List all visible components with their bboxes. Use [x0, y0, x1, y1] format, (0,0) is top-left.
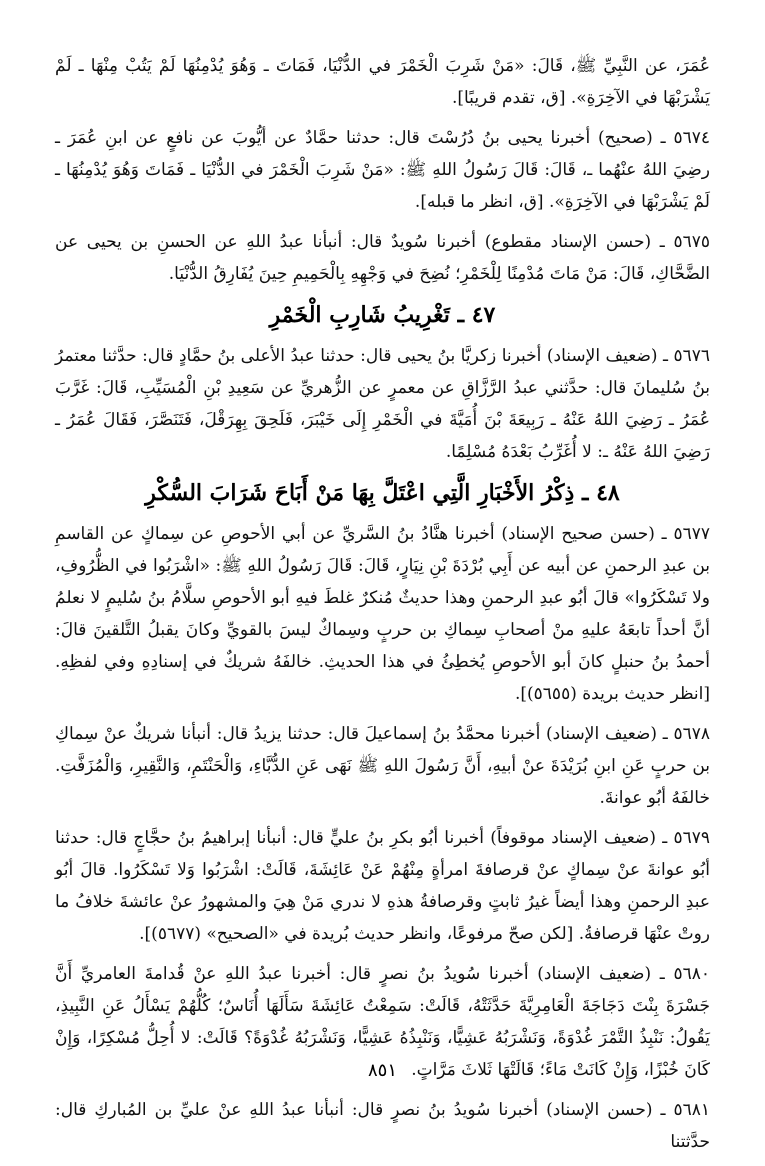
hadith-5674: ٥٦٧٤ ـ (صحيح) أخبرنا يحيى بنُ دُرُسْتَ قال: حدثنا حمَّادٌ عن أيُّوبَ عن نافعٍ عن ابنِ عُمَرَ ـ رضِيَ اللهُ عنْهُما ـ، قَالَ: قَالَ رَسُولُ اللهِ ﷺ: «مَنْ شَرِبَ الْخَمْرَ في الدُّنْيَا ـ فَمَاتَ وَهُوَ يُدْمِنُهَا ـ لَمْ يَشْرَبْهَا في الآخِرَةِ». [ق، انظر ما قبله]. [55, 128, 710, 212]
hadith-5681: ٥٦٨١ ـ (حسن الإسناد) أخبرنا سُويدُ بنُ نصرٍ قال: أنبأنا عبدُ اللهِ عنْ عليِّ بن المُباركِ قال: حدَّثتنا [55, 1100, 710, 1152]
hadith-5675: ٥٦٧٥ ـ (حسن الإسناد مقطوع) أخبرنا سُويدٌ قال: أنبأنا عبدُ اللهِ عن الحسنِ بن يحيى عن الضَّحَّاكِ، قَالَ: مَنْ مَاتَ مُدْمِنًا لِلْخَمْرِ؛ نُضِحَ في وَجْهِهِ بِالْحَمِيمِ حِينَ يُفَارِقُ الدُّنْيَا. [55, 232, 710, 284]
hadith-5679: ٥٦٧٩ ـ (ضعيف الإسناد موقوفاً) أخبرنا أبُو بكرِ بنُ عليٍّ قال: أنبأنا إبراهيمُ بنُ حجَّاجٍ قال: حدثنا أبُو عوانةَ عنْ سِماكٍ عنْ قرصافةَ امرأةٍ مِنْهُمْ عَنْ عَائِشَةَ، قَالَتْ: اشْرَبُوا وَلا تَسْكَرُوا. قالَ أبُو عبدِ الرحمنِ وهذا أيضاً غيرُ ثابتٍ وقرصافةُ هذهِ لا ندري مَنْ هِيَ والمشهورُ عنْ عائشةَ خلافُ ما روتْ عنْهَا قرصافةُ. [لكن صحّ مرفوعًا، وانظر حديث بُريدة في «الصحيح» (٥٦٧٧)]. [55, 828, 710, 944]
page-number: ٨٥١ [367, 1060, 397, 1081]
hadith-5677: ٥٦٧٧ ـ (حسن صحيح الإسناد) أخبرنا هنَّادُ بنُ السَّريِّ عن أبي الأحوصِ عن سِماكٍ عن القاسمِ بن عبدِ الرحمنِ عن أبيه عن أَبِي بُرْدَةَ بْنِ نِيَارٍ، قَالَ: قَالَ رَسُولُ اللهِ ﷺ: «اشْرَبُوا في الظُّرُوفِ، ولا تَسْكَرُوا» قالَ أبُو عبدِ الرحمنِ وهذا حديثٌ مُنكرٌ غلطَ فيهِ أبو الأحوصِ سلَّامُ بنُ سُليمٍ لا نعلمُ أنَّ أحداً تابعَهُ عليهِ منْ أصحابِ سِماكِ بن حربٍ وسِماكٌ ليسَ بالقويِّ وكانَ يقبلُ التَّلقينَ قالَ: أحمدُ بنُ حنبلٍ كانَ أبو الأحوصِ يُخطِئُ في هذا الحديثِ. خالفَهُ شريكٌ في إسنادِهِ وفي لفظِهِ. [انظر حديث بريدة (٥٦٥٥)]. [55, 524, 710, 704]
page-body [55, 50, 710, 1166]
hadith-5678: ٥٦٧٨ ـ (ضعيف الإسناد) أخبرنا محمَّدُ بنُ إسماعيلَ قال: حدثنا يزيدُ قال: أنبأنا شريكٌ عنْ سِماكِ بن حربٍ عَنِ ابنِ بُرَيْدَةَ عنْ أبيهِ، أَنَّ رَسُولَ اللهِ ﷺ نَهَى عَنِ الدُّبَّاءِ، وَالْحَنْتَمِ، وَالنَّقِيرِ، وَالْمُزَفَّتِ. خالفَهُ أبُو عوانةَ. [55, 724, 710, 808]
chapter-heading-47: ٤٧ ـ تَغْرِيبُ شَارِبِ الْخَمْرِ [269, 302, 496, 328]
paragraph-continuation: عُمَرَ، عن النَّبِيِّ ﷺ، قَالَ: «مَنْ شَرِبَ الْخَمْرَ في الدُّنْيَا، فَمَاتَ ـ وَهُوَ يُدْمِنُهَا لَمْ يَتُبْ مِنْهَا ـ لَمْ يَشْرَبْهَا في الآخِرَةِ». [ق، تقدم قريبًا]. [55, 56, 710, 108]
hadith-5676: ٥٦٧٦ ـ (ضعيف الإسناد) أخبرنا زكريَّا بنُ يحيى قال: حدثنا عبدُ الأعلى بنُ حمَّادٍ قال: حدَّثنا معتمرُ بنُ سُليمانَ قال: حدَّثني عبدُ الرَّزَّاقِ عن معمرٍ عن الزُّهريِّ عن سَعِيدِ بْنِ الْمُسَيِّبِ، قَالَ: غَرَّبَ عُمَرُ ـ رَضِيَ اللهُ عَنْهُ ـ رَبِيعَةَ بْنَ أُمَيَّةَ في الْخَمْرِ إِلَى خَيْبَرَ، فَلَحِقَ بِهِرَقْلَ، فَتَنَصَّرَ، فَقَالَ عُمَرُ ـ رَضِيَ اللهُ عَنْهُ ـ: لا أُغَرِّبُ بَعْدَهُ مُسْلِمًا. [55, 346, 710, 462]
chapter-heading-48: ٤٨ ـ ذِكْرُ الأَخْبَارِ الَّتِي اعْتَلَّ بِهَا مَنْ أَبَاحَ شَرَابَ السُّكْرِ [145, 480, 620, 506]
hadith-5680: ٥٦٨٠ ـ (ضعيف الإسناد) أخبرنا سُويدُ بنُ نصرٍ قال: أخبرنا عبدُ اللهِ عنْ قُدامةَ العامريِّ أَنَّ جَسْرَةَ بِنْتَ دَجَاجَةَ الْعَامِرِيَّةَ حَدَّثَتْهُ، قَالَتْ: سَمِعْتُ عَائِشَةَ سَأَلَهَا أُنَاسٌ؛ كُلُّهُمْ يَسْأَلُ عَنِ النَّبِيذِ، يَقُولُ: نَنْبِذُ التَّمْرَ غُدْوَةً، وَنَشْرَبُهُ عَشِيًّا، وَنَنْبِذُهُ عَشِيًّا، وَنَشْرَبُهُ غُدْوَةً؟ قَالَتْ: لا أُحِلُّ مُسْكِرًا، وَإِنْ كَانَ خُبْزًا، وَإِنْ كَانَتْ مَاءً؛ قَالَتْهَا ثَلاثَ مَرَّاتٍ. [55, 964, 710, 1080]
